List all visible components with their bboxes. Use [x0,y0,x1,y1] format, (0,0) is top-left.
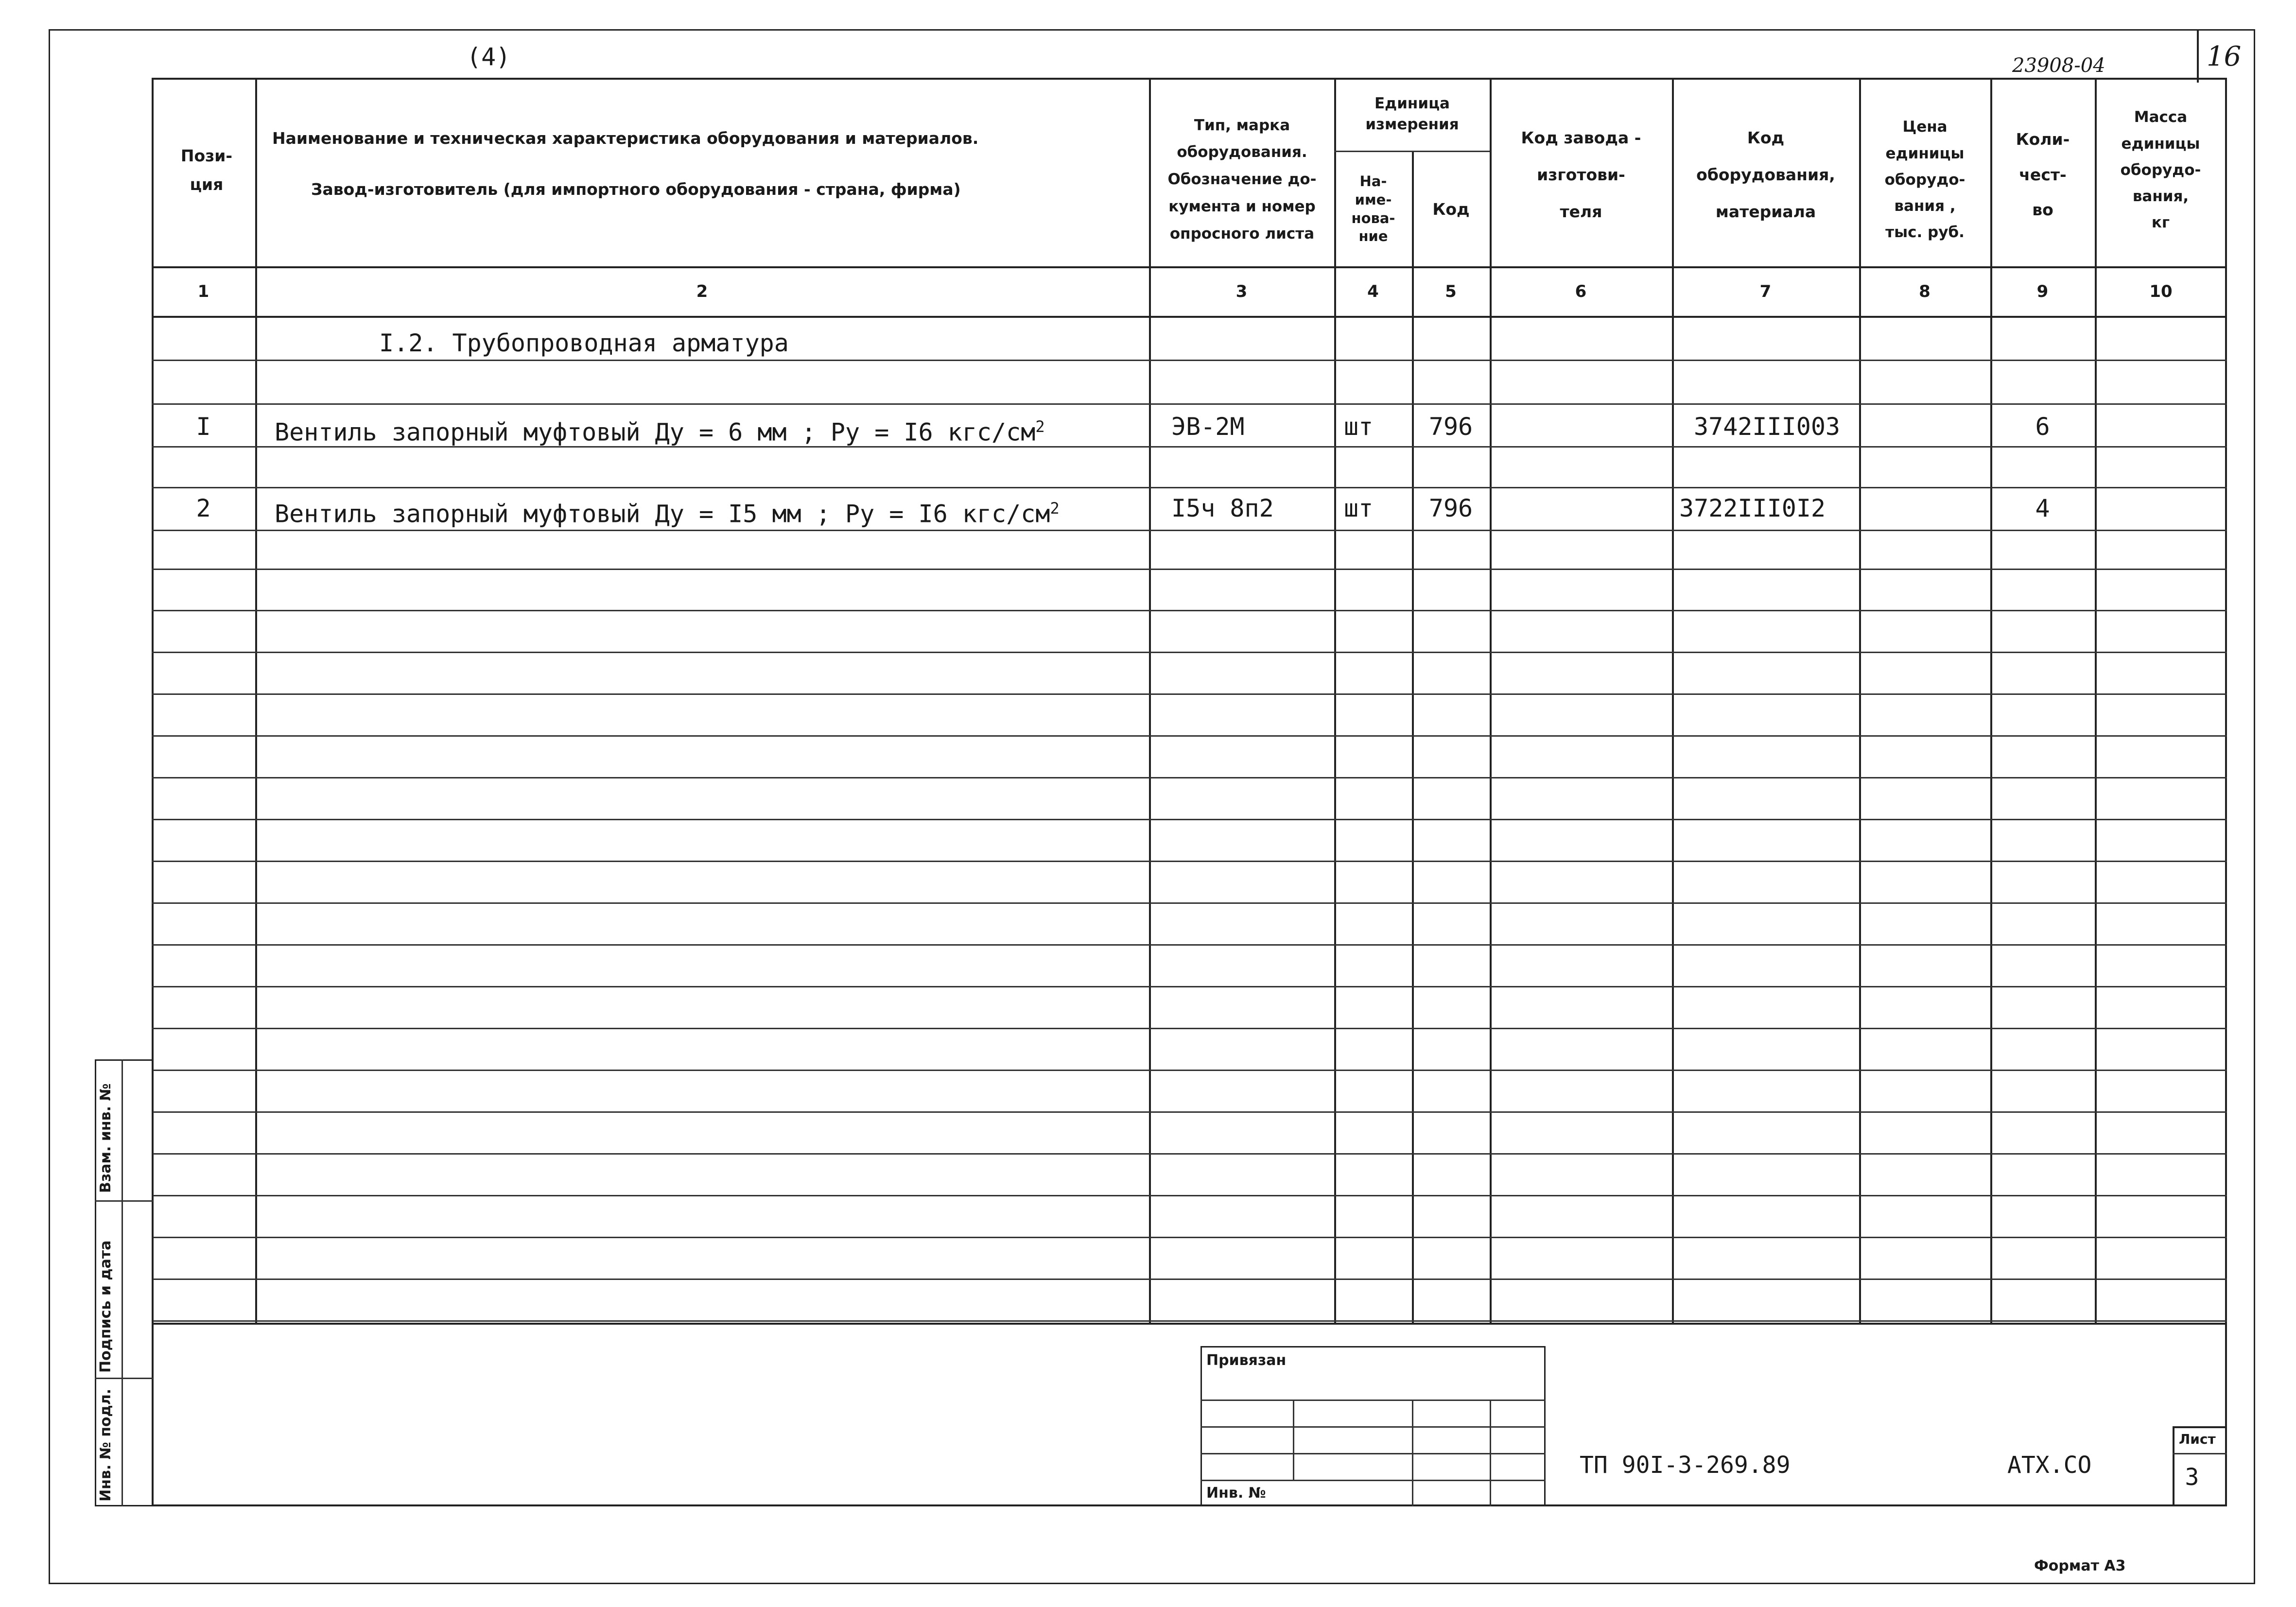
stamp-vline-1 [1293,1400,1294,1480]
stamp-line-1 [1200,1400,1546,1401]
col-line-1 [255,78,257,1323]
row2-equip-code: 3722III0I2 [1679,494,1826,522]
row-line [152,610,2227,611]
col-line-3 [1334,78,1336,1323]
doc-mark: АТХ.СО [2007,1451,2092,1479]
sheet-label-line [2173,1453,2227,1454]
row2-name-text: Вентиль запорный муфтовый Ду = I5 мм ; Ру = I6 кгс/см [275,500,1050,528]
col-line-8 [1990,78,1992,1323]
row-line [152,1111,2227,1113]
row-line [152,1070,2227,1071]
row-line [152,944,2227,946]
side-strip-line-2 [95,1378,153,1379]
header-price: Цена единицы оборудо- вания , тыс. руб. [1884,118,1966,242]
row-line [152,652,2227,653]
col-line-2 [1149,78,1151,1323]
row-line [152,693,2227,695]
col-line-7 [1859,78,1861,1323]
header-factory-code: Код завода - изготови- теля [1521,128,1641,221]
header-unit-group: Единица измерения [1365,94,1459,133]
side-inv-label: Инв. № подл. [97,1388,114,1502]
stamp-inv-label: Инв. № [1206,1485,1266,1502]
stamp-line-3 [1200,1453,1546,1454]
colnum-1: 1 [197,282,209,301]
colnum-3: 3 [1235,282,1248,301]
row2-name-sup: 2 [1050,499,1060,518]
row-line [152,1279,2227,1280]
row2-type: I5ч 8п2 [1171,494,1274,522]
colnum-2: 2 [696,282,708,301]
handwritten-code: 23908-04 [2012,54,2105,77]
row-line [152,1237,2227,1238]
col-line-6 [1672,78,1674,1323]
row1-name-text: Вентиль запорный муфтовый Ду = 6 мм ; Ру = I6 кгс/см [275,418,1036,447]
row-line [152,777,2227,778]
row2-name [275,487,1060,530]
row-line [152,1320,2227,1322]
header-unit-code: Код [1432,199,1470,219]
row1-position: I [196,413,211,441]
side-strip-line-1 [95,1200,153,1202]
colnum-8: 8 [1919,282,1931,301]
header-qty: Коли- чест- во [2016,130,2070,220]
handwritten-page: 16 [2207,41,2242,72]
side-podpis-label: Подпись и дата [97,1240,114,1373]
side-strip-vline [122,1059,123,1506]
col-line-4 [1412,151,1414,1323]
header-type: Тип, марка оборудования. Обозначение до- кумента и номер опросного листа [1167,116,1317,242]
colnum-9: 9 [2036,282,2049,301]
header-unit-name: На- име- нова- ние [1351,173,1395,245]
row2-qty: 4 [2035,494,2050,522]
row1-unit: шт [1344,413,1374,441]
section-title: I.2. Трубопроводная арматура [379,329,789,357]
page-number-divider [2197,29,2199,83]
doc-code: ТП 90I-3-269.89 [1580,1451,1791,1479]
top-note: (4) [467,43,511,71]
header-name-line1: Наименование и техническая характеристика оборудования и материалов. [272,129,979,148]
row2-unit: шт [1344,494,1374,522]
row1-name-sup: 2 [1035,417,1045,436]
row2-position: 2 [196,494,211,522]
colnum-6: 6 [1575,282,1587,301]
stamp-line-4 [1200,1480,1546,1481]
colnum-4: 4 [1367,282,1379,301]
table-bottom-line [152,1323,2227,1325]
col-line-5 [1490,78,1492,1323]
row-line [152,819,2227,820]
row-line [152,569,2227,570]
row-line [152,530,2227,531]
row1-unit-code: 796 [1428,413,1473,441]
stamp-line-2 [1200,1426,1546,1428]
row-line [152,902,2227,904]
header-equip-code: Код оборудования, материала [1696,128,1835,221]
row-line [152,986,2227,987]
header-position: Пози- ция [180,146,233,194]
format-label: Формат А3 [2034,1557,2126,1574]
row1-type: ЭВ-2М [1171,413,1245,441]
stamp-vline-3 [1490,1400,1491,1506]
row1-equip-code: 3742III003 [1694,413,1841,441]
sheet-label: Лист [2179,1431,2216,1447]
header-name-line2: Завод-изготовитель (для импортного оборудования - страна, фирма) [311,180,961,199]
doc-code-top-line [2173,1426,2227,1428]
row-line [152,1153,2227,1155]
row-line [152,861,2227,862]
row-line [152,735,2227,737]
col-line-9 [2095,78,2097,1323]
stamp-vline-2 [1412,1400,1413,1506]
row1-name [275,405,1045,448]
row-line [152,1028,2227,1029]
header-mass: Масса единицы оборудо- вания, кг [2120,108,2201,232]
row-line [152,1195,2227,1196]
colnum-10: 10 [2149,282,2173,301]
stamp-privyazan-label: Привязан [1206,1352,1287,1369]
row-line [152,403,2227,405]
side-vzam-label: Взам. инв. № [97,1083,114,1193]
row1-qty: 6 [2035,413,2050,441]
colnum-5: 5 [1445,282,1457,301]
unit-group-line [1334,151,1490,152]
colnum-7: 7 [1759,282,1772,301]
sheet-number: 3 [2185,1464,2199,1491]
row2-unit-code: 796 [1428,494,1473,522]
colnum-bottom-line [152,316,2227,318]
